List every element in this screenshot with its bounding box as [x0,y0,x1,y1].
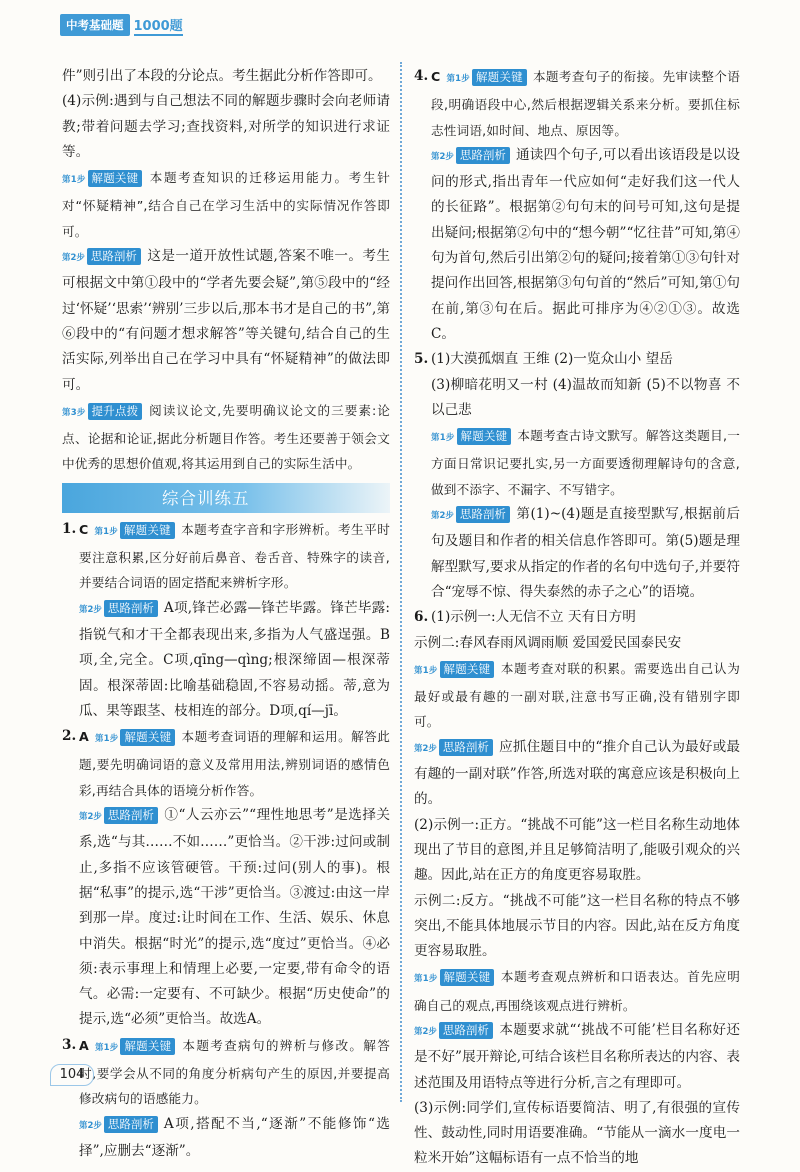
book-header [60,14,183,36]
question-number: 2. [62,728,77,745]
continued-text: 件”则引出了本段的分论点。考生据此分析作答即可。 [62,68,382,84]
step-badge: 第2步 [431,511,454,522]
step-badge: 第1步 [62,175,86,186]
step-label: 思路剖析 [456,147,510,164]
step-label: 提升点拨 [88,403,143,420]
explanation-step [79,1112,390,1165]
step-badge: 第1步 [414,665,438,676]
step-text: ①“人云亦云”“理性地思考”是选择关系,选“与其……不如……”更恰当。②干涉:过问或制止,多指不应该管硬管。干预:过问(别人的事)。根据“私事”的提示,选“干涉”更恰当。③渡过:由这一岸到那一岸。度过:让时间在工作、生活、娱乐、休息中消失。根据“时光”的提示,选“度过”更恰当。④必须:表示事理上和情理上必要,一定要,带有命令的语气。必需:一定要有、不可缺少。根据“历史使命”的提示,选“必须”更恰当。故选A。 [79,807,390,1028]
explanation-step [431,423,740,502]
step-text: 通读四个句子,可以看出该语段是以设问的形式,指出青年一代应如何“走好我们这一代人的长征路”。根据第②句句末的问号可知,这句是提出疑问;根据第②句中的“想今朝”“忆往昔”可知,第④句为首句,然后引出第②句的疑问;接着第①③句针对提问作出回答,根据第③句句首的“然后”可知,第①句在前,第③句在后。据此可排序为④②①③。故选C。 [431,146,740,342]
step-badge: 第1步 [414,974,438,985]
step-text: 本题要求就“‘挑战不可能’栏目名称好还是不好”展开辩论,可结合该栏目名称所表达的内容、表述范围及用语特点等进行分析,言之有理即可。 [414,1021,740,1091]
answer-letter: A [79,729,89,745]
step-label: 解题关键 [120,1038,175,1055]
step-label: 解题关键 [88,170,143,187]
step-text: 本题考查观点辨析和口语表达。首先应明确自己的观点,再围绕该观点进行辨析。 [414,969,740,1013]
step-text: 第(1)~(4)题是直接型默写,根据前后句及题目和作者的相关信息作答即可。第(5)题是理解型默写,要求从指定的作者的名句中选句子,并要符合“宠辱不惊、得失泰然的赤子之心”的语境。 [431,506,740,600]
step-badge: 第2步 [414,743,437,754]
step-text: 应抓住题目中的“推介自己认为最好或最有趣的一副对联”作答,所选对联的寓意应该是积极向上的。 [414,738,740,808]
explanation-step [62,398,390,477]
explanation-step [62,244,390,398]
explanation-step [414,656,740,735]
explanation-step [414,735,740,813]
explanation-step [79,517,390,596]
step-label: 思路剖析 [87,248,141,265]
left-column [62,64,390,1164]
series-count: 1000题 [134,15,183,36]
series-tag: 中考基础题 [60,14,130,36]
step-label: 思路剖析 [439,1022,493,1039]
step-text: A项,搭配不当,“逐渐”不能修饰“选择”,应删去“逐渐”。 [79,1115,390,1159]
step-badge: 第1步 [431,433,455,444]
step-label: 解题关键 [457,428,512,445]
step-label: 解题关键 [120,729,175,746]
step-text: 本题考查知识的迁移运用能力。考生针对“怀疑精神”,结合自己在学习生活中的实际情况作答即可。 [62,170,390,239]
step-text: A项,锋芒必露—锋芒毕露。锋芒毕露:指锐气和才干全都表现出来,多指为人气盛逞强。B项,全,完全。C项,qīng—qìng;根深缔固—根深蒂固。根深蒂固:比喻基础稳固,不容易动摇。蒂,意为瓜、果等跟茎、枝相连的部分。D项,qí—jī。 [79,599,390,719]
step-text: 阅读议论文,先要明确议论文的三要素:论点、论据和论证,据此分析题目作答。考生还要善于领会文中优秀的思想价值观,将其运用到自己的实际生活中。 [62,402,390,472]
answer-letter: C [79,521,89,537]
answer-text: (3)柳暗花明又一村 (4)温故而知新 (5)不以物喜 不以己悲 [431,376,740,418]
step-badge: 第1步 [94,1042,119,1053]
step-text: 本题考查字音和字形辨析。考生平时要注意积累,区分好前后鼻音、卷舌音、特殊字的读音,并要结合词语的固定搭配来辨析字形。 [79,521,390,591]
question-item-2 [62,724,390,1033]
step-label: 解题关键 [120,522,175,539]
question-number: 1. [62,520,77,537]
step-text: 这是一道开放性试题,答案不唯一。考生可根据文中第①段中的“学者先要会疑”,第⑤段中的“经过‘怀疑’‘思索’‘辨别’三步以后,那本书才是自己的书”,第⑥段中的“有问题才想求解答”等关键句,结合自己的生活实际,列举出自己在学习中具有“怀疑精神”的做法即可。 [62,248,390,393]
step-label: 思路剖析 [439,739,493,756]
step-label: 思路剖析 [104,807,158,824]
step-badge: 第1步 [94,734,119,745]
explanation-step [79,1033,390,1112]
section-banner [62,483,390,513]
answer-text: (3)示例:同学们,宣传标语要简洁、明了,有很强的宣传性、鼓动性,同时用语要准确。“节能从一滴水一度电一粒米开始”这幅标语有一点不恰当的地 [414,1099,740,1167]
question-item-3 [62,1033,390,1164]
step-text: 本题考查词语的理解和运用。解答此题,要先明确词语的意义及常用用法,辨别词语的感情色彩,再结合具体的语境分析作答。 [79,729,390,798]
step-text: 本题考查句子的衔接。先审读整个语段,明确语段中心,然后根据逻辑关系来分析。要抓住标志性词语,如时间、地点、原因等。 [431,69,740,138]
column-divider [400,62,402,1102]
step-text: 本题考查对联的积累。需要选出自己认为最好或最有趣的一副对联,注意书写正确,没有错别字即可。 [414,660,740,730]
explanation-step [79,803,390,1033]
step-label: 思路剖析 [104,600,158,617]
answer-letter: C [431,69,441,84]
question-number: 5. [414,351,429,368]
step-badge: 第2步 [79,1120,102,1131]
answer-letter: A [79,1037,89,1053]
explanation-step [414,964,740,1018]
explanation-step [431,143,740,347]
question-item-1 [62,517,390,724]
step-badge: 第1步 [94,526,118,537]
step-label: 解题关键 [440,661,495,678]
step-label: 解题关键 [440,969,495,986]
step-badge: 第2步 [79,604,102,615]
question-item-6 [414,605,740,630]
question-number: 4. [414,68,429,84]
question-item-5 [414,347,740,605]
answer-text: 示例二:春风春雨风调雨顺 爱国爱民国泰民安 [414,634,682,651]
right-column [414,64,740,1172]
step-badge: 第2步 [414,1026,437,1037]
explanation-step [79,596,390,724]
question-number: 6. [414,609,429,626]
step-label: 思路剖析 [456,506,510,523]
step-badge: 第2步 [79,812,102,823]
explanation-step [62,165,390,244]
step-badge: 第3步 [62,407,86,418]
answer-text: (1)示例一:人无信不立 天有日方明 [431,609,636,626]
question-number: 3. [62,1036,77,1053]
step-badge: 第2步 [431,151,454,162]
step-badge: 第2步 [62,253,85,264]
section-title: 综合训练五 [162,488,250,508]
step-text: 本题考查古诗文默写。解答这类题目,一方面日常识记要扎实,另一方面要透彻理解诗句的含意,做到不添字、不漏字、不写错字。 [431,428,740,497]
answer-text: (2)示例一:正方。“挑战不可能”这一栏目名称生动地体现出了节目的意图,并且足够简洁明了,能吸引观众的兴趣。因此,站在正方的角度更容易取胜。 [414,816,740,884]
step-label: 思路剖析 [104,1116,158,1133]
explanation-step [431,502,740,605]
explanation-step [79,724,390,803]
explanation-step [414,1018,740,1096]
answer-text: (1)大漠孤烟直 王维 (2)一览众山小 望岳 [431,351,673,368]
question-item-4 [414,64,740,347]
step-label: 解题关键 [472,69,527,86]
answer-text: 示例二:反方。“挑战不可能”这一栏目名称的特点不够突出,不能具体地展示节目的内容。因此,站在反方角度更容易取胜。 [414,892,740,960]
step-text: 本题考查病句的辨析与修改。解答时,要学会从不同的角度分析病句产生的原因,并要提高修改病句的语感能力。 [79,1037,390,1107]
step-badge: 第1步 [446,74,470,84]
answer-part-4: (4)示例:遇到与自己想法不同的解题步骤时会向老师请教;带着问题去学习;查找资料,对所学的知识进行求证等。 [62,93,390,160]
page-number: 104 [50,1064,94,1086]
explanation-step [431,64,740,143]
